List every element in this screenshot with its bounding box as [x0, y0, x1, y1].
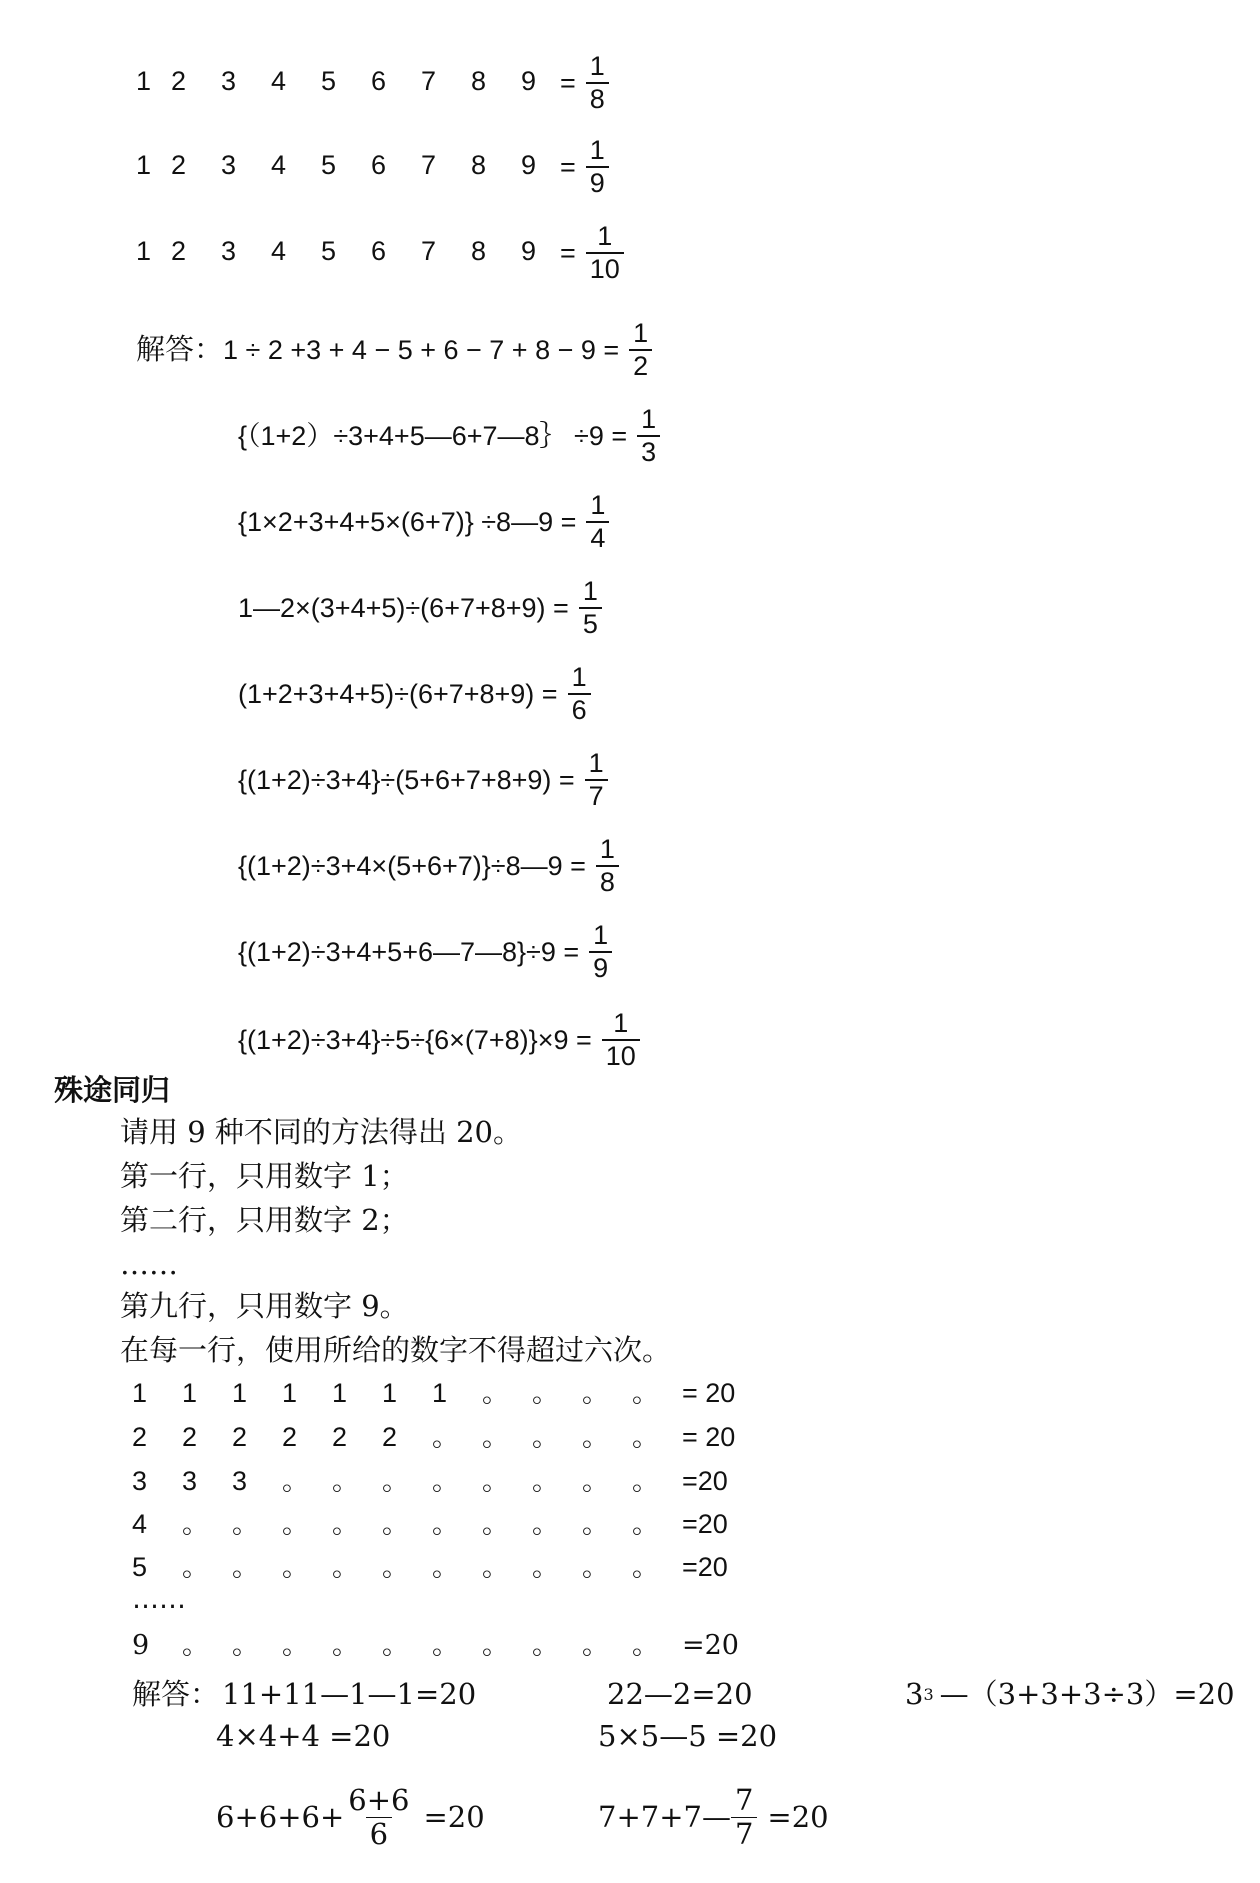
puzzle-cell: 。: [182, 1630, 209, 1661]
digit-row: [136, 132, 609, 202]
puzzle-cell: 1: [432, 1378, 448, 1408]
section-title: 殊途同归: [54, 1073, 171, 1107]
puzzle-cell: 。: [582, 1509, 609, 1539]
answer2-4: 4×4+4 =20: [216, 1719, 391, 1753]
answer-row-half: [136, 320, 652, 380]
puzzle-cell: 3: [182, 1466, 198, 1496]
digit: 1: [136, 66, 152, 96]
digit: 5: [321, 150, 337, 180]
puzzle-cell: 。: [382, 1466, 409, 1496]
fraction: [585, 750, 608, 810]
equals-sign: =: [560, 237, 576, 268]
puzzle-cell: 2: [282, 1422, 298, 1452]
ellipsis: ……: [132, 1584, 186, 1615]
puzzle-cell: 3: [132, 1466, 148, 1496]
prose-line: 第九行，只用数字 9。: [120, 1289, 409, 1323]
fraction-denominator: 8: [596, 865, 619, 896]
answer-expression: 1—2×(3+4+5)÷(6+7+8+9) =: [238, 592, 569, 623]
answer-row: [238, 492, 609, 552]
answer-row: [238, 836, 619, 896]
puzzle-cell: 。: [632, 1422, 659, 1452]
puzzle-cell: 。: [532, 1630, 559, 1661]
fraction-denominator: 10: [602, 1039, 640, 1070]
puzzle-cell: 。: [432, 1422, 459, 1452]
fraction: [568, 664, 591, 724]
fraction: [586, 492, 609, 552]
puzzle-cell: 。: [632, 1378, 659, 1408]
answer2-7-denominator: 7: [731, 1817, 757, 1849]
answer2-1: 11+11—1—1=20: [222, 1677, 477, 1711]
puzzle-cell: 。: [532, 1466, 559, 1496]
puzzle-cell: 1: [132, 1378, 148, 1408]
digit: 5: [321, 66, 337, 96]
puzzle-cell: 。: [532, 1552, 559, 1582]
digit: 5: [321, 236, 337, 266]
digit: 6: [371, 236, 387, 266]
fraction-numerator: 1: [641, 404, 657, 434]
answer2-3: [905, 1677, 1235, 1711]
puzzle-cell: 。: [632, 1466, 659, 1496]
fraction: [602, 1010, 640, 1070]
answer2-6-pre: 6+6+6+: [216, 1800, 345, 1834]
fraction-denominator: 8: [586, 82, 609, 113]
puzzle-cell: 。: [232, 1630, 259, 1661]
fraction-numerator: 1: [582, 576, 598, 606]
digit: 2: [171, 66, 187, 96]
puzzle-result: =20: [682, 1552, 728, 1582]
puzzle-row: [132, 1468, 728, 1495]
puzzle-result: =20: [682, 1630, 739, 1661]
answer2-label: 解答：: [132, 1677, 220, 1711]
puzzle-cell: 。: [582, 1422, 609, 1452]
answer-label: 解答：: [136, 333, 224, 366]
fraction-denominator: 9: [586, 166, 609, 197]
puzzle-cell: 。: [332, 1552, 359, 1582]
puzzle-cell: 。: [332, 1466, 359, 1496]
prose-line: 请用 9 种不同的方法得出 20。: [120, 1115, 523, 1149]
prose-line: 第二行，只用数字 2；: [120, 1203, 409, 1237]
puzzle-cell: 。: [632, 1552, 659, 1582]
puzzle-cell: 。: [482, 1378, 509, 1408]
answer2-3-rest: —（3+3+3÷3）=20: [939, 1677, 1235, 1711]
answer-row: [238, 664, 591, 724]
fraction-numerator: 1: [599, 834, 615, 864]
puzzle-cell: 2: [332, 1422, 348, 1452]
digit: 3: [221, 66, 237, 96]
digit: 3: [221, 150, 237, 180]
answer2-3-exponent: 3: [923, 1684, 934, 1704]
fraction-numerator: 1: [589, 135, 605, 165]
fraction: [586, 223, 624, 283]
puzzle-row: [132, 1380, 735, 1407]
puzzle-cell: 。: [282, 1552, 309, 1582]
puzzle-result: = 20: [682, 1378, 736, 1408]
puzzle-cell: 1: [332, 1378, 348, 1408]
fraction: [579, 578, 602, 638]
puzzle-cell: 1: [282, 1378, 298, 1408]
puzzle-cell: 。: [332, 1630, 359, 1661]
puzzle-cell: 4: [132, 1509, 148, 1539]
puzzle-cell: 。: [532, 1378, 559, 1408]
puzzle-result: = 20: [682, 1422, 736, 1452]
fraction: [589, 922, 612, 982]
digit: 1: [136, 150, 152, 180]
fraction-numerator: 1: [593, 920, 609, 950]
answer2-6-numerator: 6+6: [348, 1783, 410, 1817]
digit: 6: [371, 150, 387, 180]
fraction-numerator: 1: [589, 51, 605, 81]
puzzle-cell: 。: [282, 1630, 309, 1661]
digit-row: [136, 48, 609, 118]
digit-row: [136, 218, 624, 288]
puzzle-cell: 。: [532, 1509, 559, 1539]
puzzle-cell: 。: [582, 1552, 609, 1582]
puzzle-row: [132, 1424, 735, 1451]
equals-sign: =: [560, 151, 576, 182]
puzzle-cell: 2: [232, 1422, 248, 1452]
fraction-denominator: 3: [637, 435, 660, 466]
puzzle-cell: 2: [132, 1422, 148, 1452]
digit: 9: [521, 236, 537, 266]
digit: 7: [421, 150, 437, 180]
puzzle-cell: 。: [432, 1552, 459, 1582]
puzzle-cell: 。: [182, 1552, 209, 1582]
puzzle-cell: 。: [232, 1552, 259, 1582]
digit: 9: [521, 150, 537, 180]
digit: 7: [421, 236, 437, 266]
puzzle-cell: 。: [182, 1509, 209, 1539]
fraction: [596, 836, 619, 896]
prose-line: 在每一行，使用所给的数字不得超过六次。: [120, 1333, 672, 1367]
puzzle-cell: 。: [382, 1552, 409, 1582]
puzzle-cell: 1: [232, 1378, 248, 1408]
digit: 3: [221, 236, 237, 266]
fraction-numerator: 1: [571, 662, 587, 692]
answer2-6-fraction: [344, 1783, 413, 1851]
answer2-7-numerator: 7: [734, 1783, 754, 1817]
fraction: [586, 137, 609, 197]
puzzle-cell: 。: [632, 1509, 659, 1539]
puzzle-cell: 。: [482, 1630, 509, 1661]
answer2-7-pre: 7+7+7—: [598, 1800, 731, 1834]
answer2-7: [598, 1783, 829, 1851]
fraction-denominator: 9: [589, 951, 612, 982]
prose-line: ……: [120, 1247, 178, 1281]
puzzle-cell: 。: [582, 1630, 609, 1661]
fraction-numerator: 1: [613, 1008, 629, 1038]
fraction: [586, 53, 609, 113]
answer2-5: 5×5—5 =20: [598, 1719, 778, 1753]
answer-row: [238, 578, 602, 638]
puzzle-cell: 。: [632, 1630, 659, 1661]
digit: 2: [171, 236, 187, 266]
puzzle-cell: 。: [382, 1630, 409, 1661]
answer-expression: 1 ÷ 2 +3 + 4 − 5 + 6 − 7 + 8 − 9 =: [223, 334, 620, 365]
puzzle-cell: 1: [182, 1378, 198, 1408]
equals-sign: =: [560, 67, 576, 98]
digit: 8: [471, 150, 487, 180]
answer2-6-result: =20: [423, 1800, 485, 1834]
puzzle-cell: 。: [482, 1509, 509, 1539]
answer2-7-fraction: [731, 1783, 757, 1851]
puzzle-cell: 。: [332, 1509, 359, 1539]
answer-expression: {(1+2)÷3+4}÷(5+6+7+8+9) =: [238, 764, 575, 795]
puzzle-cell: 。: [232, 1509, 259, 1539]
answer-expression: {（1+2）÷3+4+5—6+7—8｝ ÷9 =: [238, 420, 628, 451]
digit: 4: [271, 236, 287, 266]
puzzle-result: =20: [682, 1466, 728, 1496]
fraction-denominator: 7: [585, 779, 608, 810]
digit: 1: [136, 236, 152, 266]
puzzle-result: =20: [682, 1509, 728, 1539]
fraction-numerator: 1: [588, 748, 604, 778]
digit: 8: [471, 66, 487, 96]
puzzle-cell: 。: [482, 1422, 509, 1452]
fraction-numerator: 1: [597, 221, 613, 251]
puzzle-cell: 2: [182, 1422, 198, 1452]
puzzle-cell: 。: [432, 1509, 459, 1539]
fraction-denominator: 4: [586, 521, 609, 552]
answer2-6-denominator: 6: [366, 1817, 392, 1849]
puzzle-cell: 3: [232, 1466, 248, 1496]
answer-expression: (1+2+3+4+5)÷(6+7+8+9) =: [238, 678, 558, 709]
answer2-6: [216, 1783, 485, 1851]
fraction-denominator: 10: [586, 252, 624, 283]
puzzle-cell: 。: [282, 1466, 309, 1496]
puzzle-cell: 。: [282, 1509, 309, 1539]
fraction-denominator: 6: [568, 693, 591, 724]
digit: 9: [521, 66, 537, 96]
fraction-denominator: 2: [629, 349, 652, 380]
digit: 7: [421, 66, 437, 96]
puzzle-cell: 。: [432, 1466, 459, 1496]
prose-line: 第一行，只用数字 1；: [120, 1159, 409, 1193]
fraction-numerator: 1: [590, 490, 606, 520]
answer2-7-result: =20: [767, 1800, 829, 1834]
puzzle-row-9: [132, 1632, 739, 1659]
puzzle-cell: 。: [532, 1422, 559, 1452]
answer-expression: {(1+2)÷3+4×(5+6+7)}÷8—9 =: [238, 850, 586, 881]
answer-row: [238, 406, 660, 466]
answer2-3-base: 3: [905, 1677, 924, 1711]
puzzle-cell: 。: [482, 1552, 509, 1582]
digit: 4: [271, 150, 287, 180]
digit: 8: [471, 236, 487, 266]
digit: 6: [371, 66, 387, 96]
answer2-2: 22—2=20: [607, 1677, 753, 1711]
puzzle-cell: 。: [432, 1630, 459, 1661]
puzzle-cell: 。: [582, 1466, 609, 1496]
puzzle-cell: 1: [382, 1378, 398, 1408]
digit: 4: [271, 66, 287, 96]
digit: 2: [171, 150, 187, 180]
answer-row: [238, 1010, 640, 1070]
puzzle-cell: 2: [382, 1422, 398, 1452]
fraction-numerator: 1: [633, 318, 649, 348]
puzzle-cell: 5: [132, 1552, 148, 1582]
fraction: [637, 406, 660, 466]
puzzle-cell: 。: [582, 1378, 609, 1408]
puzzle-row: [132, 1511, 728, 1538]
puzzle-cell: 。: [382, 1509, 409, 1539]
puzzle-row: [132, 1554, 728, 1581]
puzzle-cell: 9: [132, 1630, 150, 1661]
fraction: [629, 320, 652, 380]
answer-expression: {1×2+3+4+5×(6+7)} ÷8—9 =: [238, 506, 577, 537]
answer-row: [238, 922, 612, 982]
fraction-denominator: 5: [579, 607, 602, 638]
answer-expression: {(1+2)÷3+4}÷5÷{6×(7+8)}×9 =: [238, 1024, 592, 1055]
puzzle-cell: 。: [482, 1466, 509, 1496]
answer-expression: {(1+2)÷3+4+5+6—7—8}÷9 =: [238, 936, 580, 967]
answer-row: [238, 750, 608, 810]
